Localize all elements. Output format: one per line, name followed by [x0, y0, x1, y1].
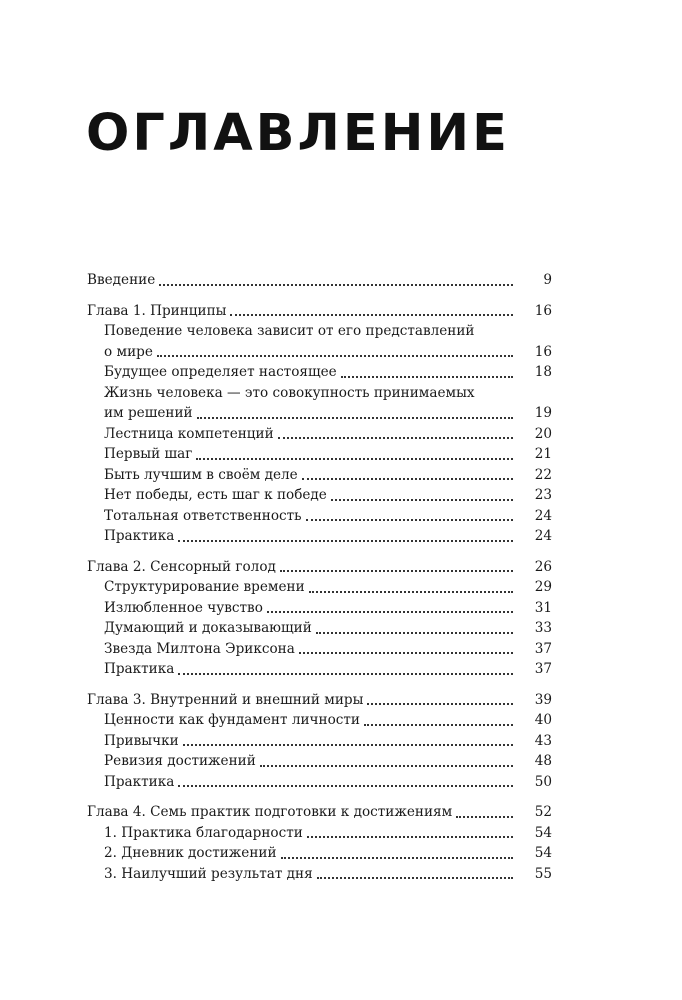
toc-section-entry[interactable] — [87, 342, 552, 363]
toc-page-number: 54 — [534, 845, 552, 861]
toc-entry-label: Будущее определяет настоящее — [104, 364, 337, 380]
toc-entry-label: Думающий и доказывающий — [104, 620, 312, 636]
dot-leader — [367, 703, 513, 705]
dot-leader — [196, 458, 513, 460]
toc-entry-label: Глава 3. Внутренний и внешний миры — [87, 691, 364, 708]
toc-entry-label: Тотальная ответственность — [104, 507, 302, 524]
toc-chapter-entry[interactable] — [87, 557, 552, 578]
toc-page-number: 23 — [534, 487, 552, 503]
dot-leader — [159, 284, 513, 286]
toc-page-number: 29 — [534, 579, 552, 595]
toc-section-entry[interactable] — [87, 710, 552, 731]
toc-chapter-entry[interactable] — [87, 802, 552, 823]
toc-entry-label: 3. Наилучший результат дня — [104, 865, 313, 882]
toc-entry-label: 2. Дневник достижений — [104, 845, 277, 861]
toc-page-number: 19 — [534, 405, 552, 421]
dot-leader — [456, 816, 513, 818]
toc-page-number: 33 — [534, 620, 552, 636]
toc-page-number: 21 — [534, 446, 552, 462]
toc-entry-label: Лестница компетенций — [104, 425, 274, 442]
toc-page-number: 50 — [534, 773, 552, 790]
toc-section-entry[interactable] — [87, 577, 552, 598]
toc-entry-label: Глава 2. Сенсорный голод — [87, 558, 276, 575]
toc-group — [87, 557, 552, 680]
toc-section-entry[interactable] — [87, 485, 552, 506]
toc-chapter-entry[interactable] — [87, 301, 552, 322]
toc-page-number: 26 — [534, 558, 552, 575]
dot-leader — [267, 611, 513, 613]
dot-leader — [306, 519, 513, 521]
toc-section-entry[interactable] — [87, 618, 552, 639]
toc-entry-label: Глава 4. Семь практик подготовки к достижениям — [87, 804, 453, 820]
toc-section-entry[interactable] — [87, 659, 552, 680]
toc-page-number: 40 — [534, 712, 552, 728]
dot-leader — [317, 877, 513, 879]
toc-section-entry[interactable] — [87, 506, 552, 527]
dot-leader — [260, 765, 513, 767]
dot-leader — [341, 376, 513, 378]
toc-page-number: 18 — [534, 364, 552, 380]
toc-page-number: 37 — [534, 661, 552, 677]
toc-entry-label: Глава 1. Принципы — [87, 302, 227, 319]
toc-group — [87, 301, 552, 547]
toc-page-number: 54 — [534, 824, 552, 841]
dot-leader — [309, 591, 513, 593]
toc-section-entry[interactable] — [87, 864, 552, 885]
dot-leader — [178, 673, 513, 675]
dot-leader — [299, 652, 513, 654]
dot-leader — [316, 632, 513, 634]
toc-group — [87, 270, 552, 291]
dot-leader — [364, 724, 513, 726]
toc-chapter-entry[interactable] — [87, 270, 552, 291]
toc-page-number: 48 — [534, 753, 552, 769]
dot-leader — [197, 417, 513, 419]
toc-section-entry[interactable] — [87, 843, 552, 864]
toc-page-number: 20 — [534, 425, 552, 442]
toc-page-number: 24 — [534, 507, 552, 524]
toc-entry-label: Привычки — [104, 732, 179, 749]
toc-section-entry[interactable] — [87, 751, 552, 772]
toc-entry-label: Практика — [104, 661, 175, 677]
toc-section-entry[interactable] — [87, 823, 552, 844]
dot-leader — [331, 499, 513, 501]
toc-page-number: 39 — [534, 691, 552, 708]
toc-entry-label: Практика — [104, 528, 175, 544]
page-title: ОГЛАВЛЕНИЕ — [86, 104, 510, 163]
table-of-contents — [87, 270, 552, 894]
dot-leader — [280, 570, 513, 572]
toc-section-entry[interactable] — [87, 598, 552, 619]
toc-entry-first-line: Жизнь человека — это совокупность принимаемых — [104, 384, 475, 401]
toc-entry-label: Быть лучшим в своём деле — [104, 466, 298, 483]
toc-entry-label: Звезда Милтона Эриксона — [104, 640, 295, 657]
toc-entry-label: Первый шаг — [104, 446, 193, 462]
toc-entry-label: Ревизия достижений — [104, 753, 256, 769]
toc-entry-label: Нет победы, есть шаг к победе — [104, 487, 327, 503]
dot-leader — [178, 785, 513, 787]
toc-page-number: 22 — [534, 466, 552, 483]
toc-entry-label: Введение — [87, 272, 156, 288]
toc-page-number: 16 — [534, 343, 552, 360]
dot-leader — [178, 540, 513, 542]
toc-entry-label: о мире — [104, 343, 153, 360]
toc-section-entry[interactable] — [87, 731, 552, 752]
toc-section-entry[interactable] — [87, 362, 552, 383]
toc-page-number: 16 — [534, 302, 552, 319]
toc-entry-label: им решений — [104, 405, 193, 421]
toc-entry-label: Практика — [104, 773, 175, 790]
toc-section-entry[interactable] — [87, 465, 552, 486]
dot-leader — [307, 836, 513, 838]
toc-entry-label: Ценности как фундамент личности — [104, 712, 360, 728]
toc-page-number: 52 — [534, 804, 552, 820]
toc-page-number: 43 — [534, 732, 552, 749]
toc-page-number: 37 — [534, 640, 552, 657]
toc-page-number: 9 — [543, 272, 552, 288]
toc-section-entry[interactable] — [87, 424, 552, 445]
dot-leader — [278, 437, 513, 439]
toc-group — [87, 802, 552, 884]
toc-section-entry[interactable] — [87, 444, 552, 465]
dot-leader — [157, 355, 513, 357]
toc-chapter-entry[interactable] — [87, 690, 552, 711]
dot-leader — [183, 744, 513, 746]
toc-entry-label: 1. Практика благодарности — [104, 824, 303, 841]
toc-page-number: 55 — [534, 865, 552, 882]
toc-section-entry[interactable] — [87, 639, 552, 660]
toc-page-number: 24 — [534, 528, 552, 544]
toc-section-entry[interactable] — [87, 403, 552, 424]
toc-entry-label: Структурирование времени — [104, 579, 305, 595]
toc-group — [87, 690, 552, 793]
toc-entry-first-line: Поведение человека зависит от его представлений — [104, 323, 475, 339]
dot-leader — [281, 857, 513, 859]
toc-entry-label: Излюбленное чувство — [104, 599, 263, 616]
toc-section-entry[interactable] — [87, 526, 552, 547]
toc-page-number: 31 — [534, 599, 552, 616]
dot-leader — [302, 478, 513, 480]
toc-section-entry[interactable] — [87, 772, 552, 793]
dot-leader — [230, 314, 513, 316]
